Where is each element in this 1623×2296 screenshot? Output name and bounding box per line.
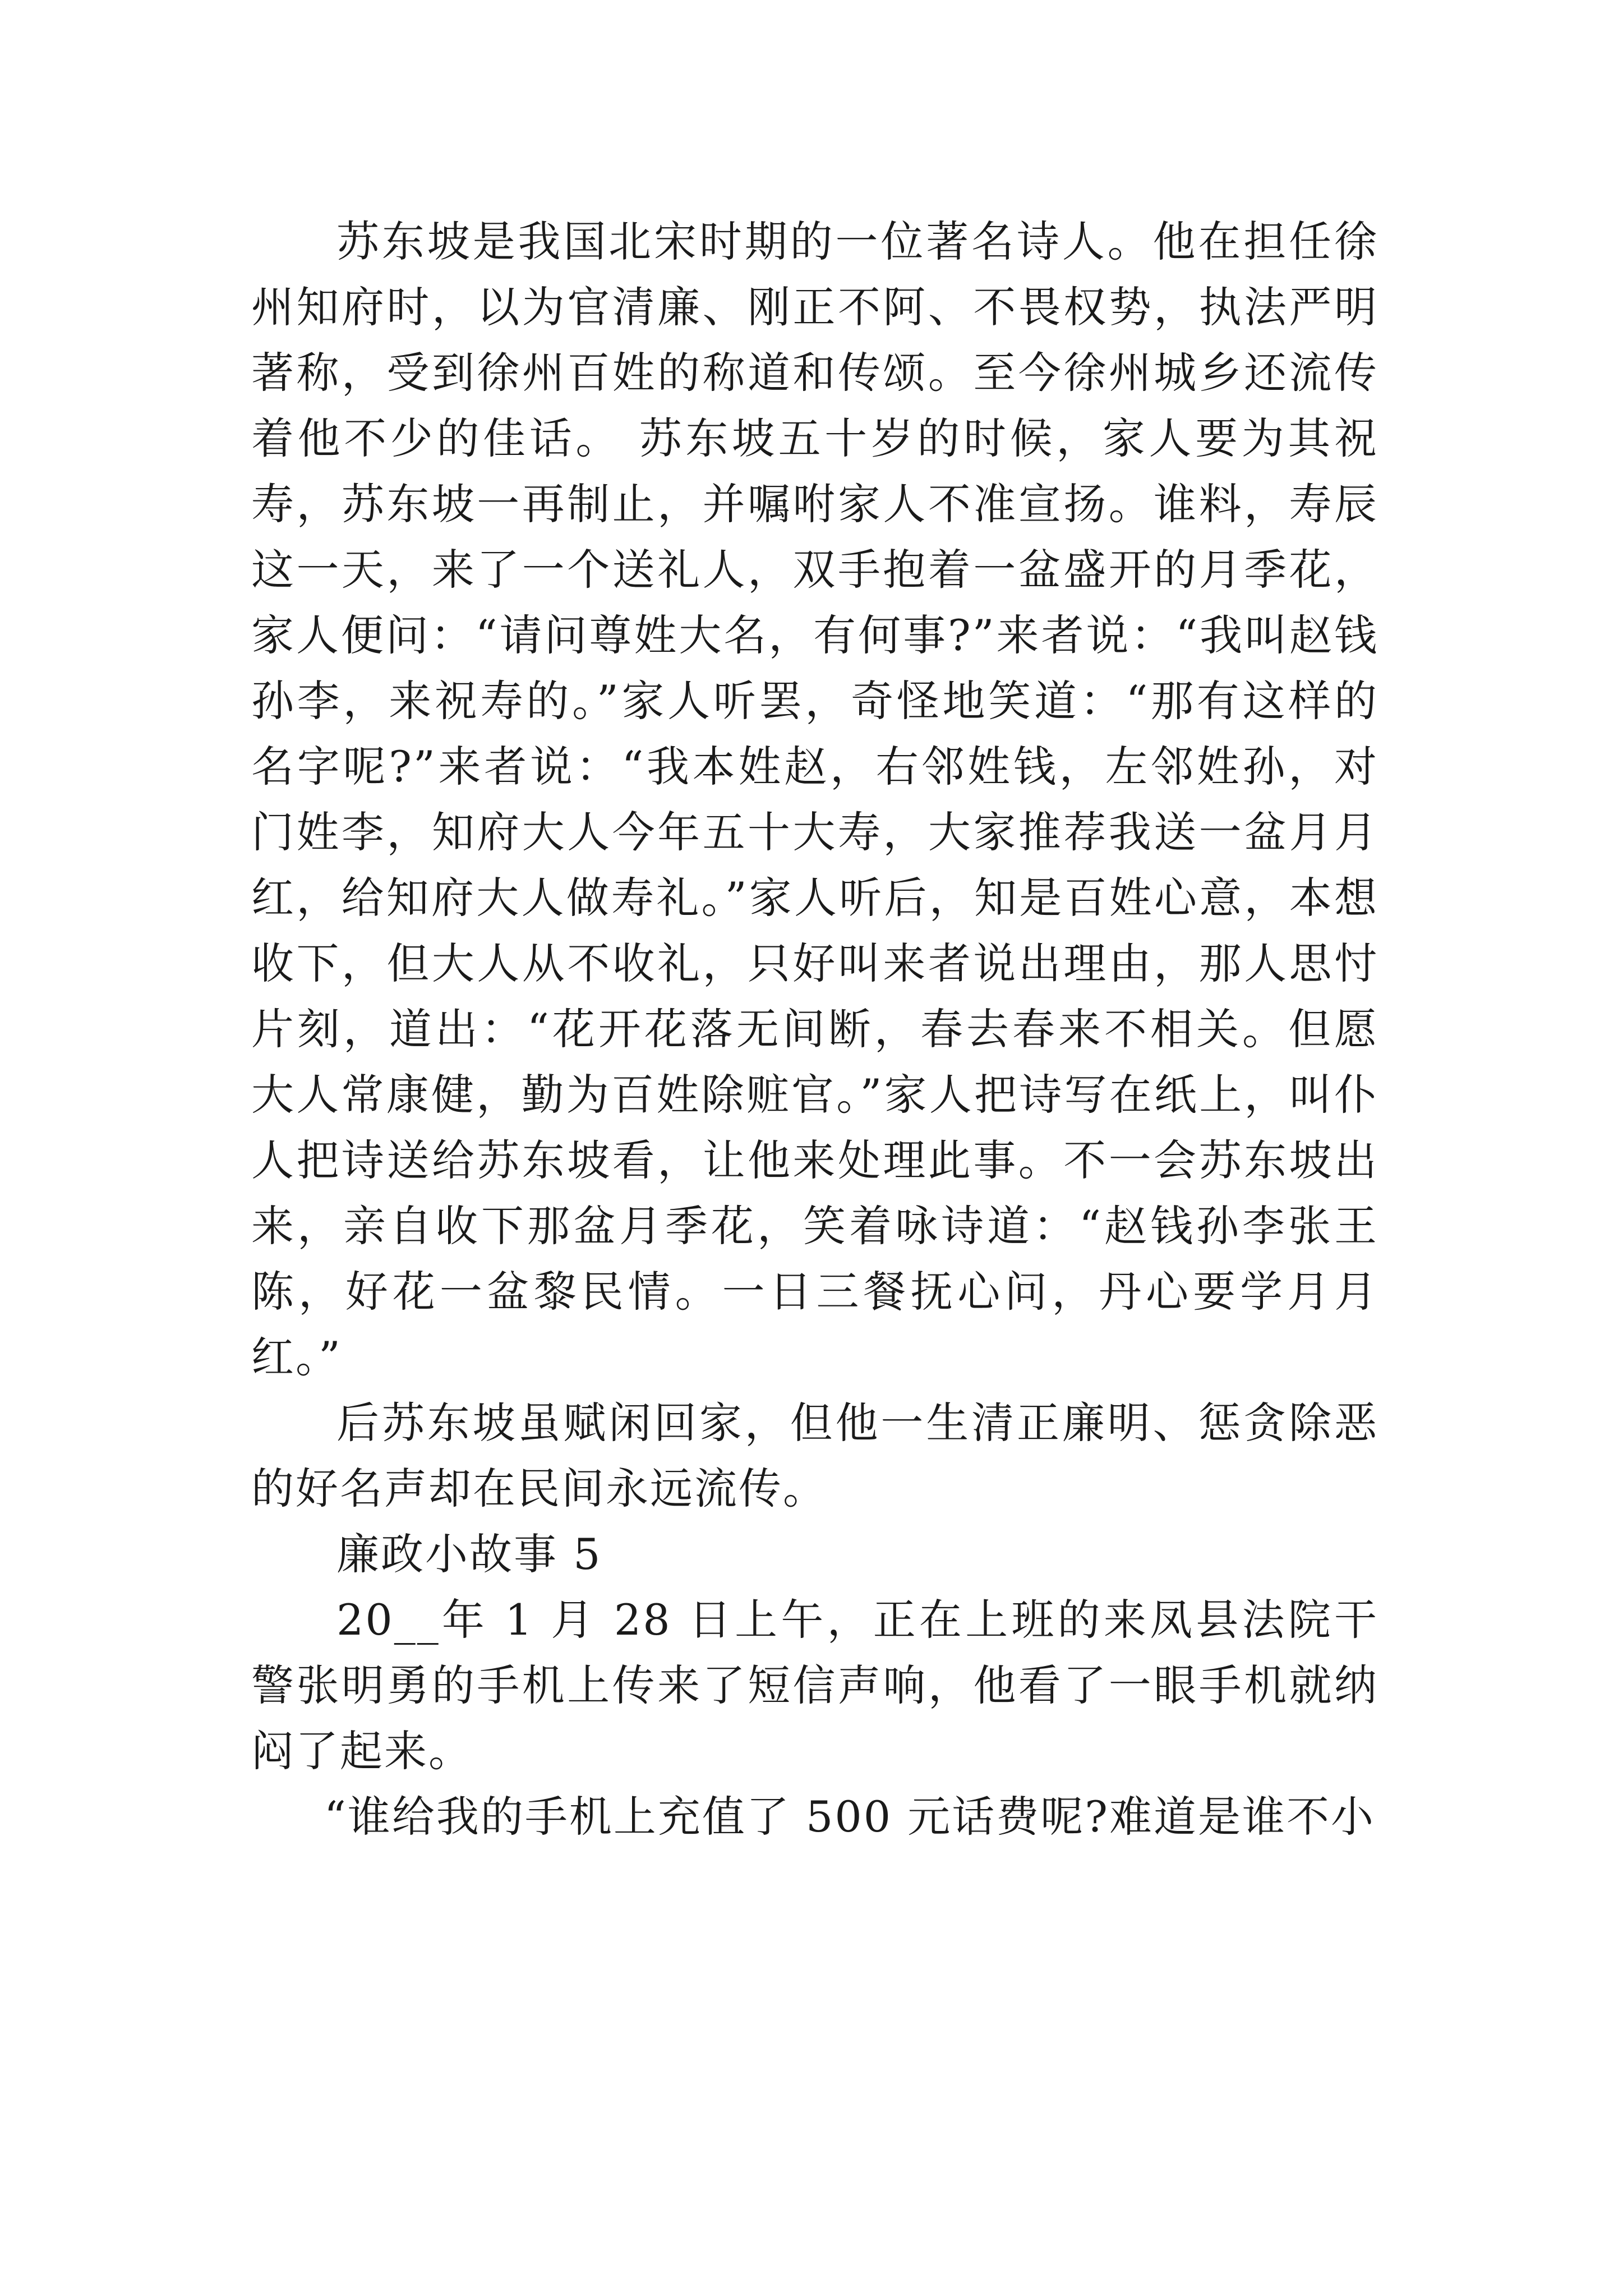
document-body [251,209,1378,1849]
story-paragraph-su-dongpo: 苏东坡是我国北宋时期的一位著名诗人。他在担任徐州知府时，以为官清廉、刚正不阿、不畏权势，执法严明著称，受到徐州百姓的称道和传颂。至今徐州城乡还流传着他不少的佳话。 苏东坡五十岁的时候，家人要为其祝寿，苏东坡一再制止，并嘱咐家人不准宣扬。谁料，寿辰这一天，来了一个送礼人，双手抱着一盆盛开的月季花，家人便问：“请问尊姓大名，有何事?”来者说：“我叫赵钱孙李，来祝寿的。”家人听罢，奇怪地笑道：“那有这样的名字呢?”来者说：“我本姓赵，右邻姓钱，左邻姓孙，对门姓李，知府大人今年五十大寿，大家推荐我送一盆月月红，给知府大人做寿礼。”家人听后，知是百姓心意，本想收下，但大人从不收礼，只好叫来者说出理由，那人思忖片刻，道出：“花开花落无间断，春去春来不相关。但愿大人常康健，勤为百姓除赃官。”家人把诗写在纸上，叫仆人把诗送给苏东坡看，让他来处理此事。不一会苏东坡出来，亲自收下那盆月季花，笑着咏诗道：“赵钱孙李张王陈，好花一盆黎民情。一日三餐抚心问，丹心要学月月红。” [251,217,1378,1382]
story-paragraph-quote: “谁给我的手机上充值了 500 元话费呢?难道是谁不小 [324,1792,1375,1842]
story-paragraph-conclusion: 后苏东坡虽赋闲回家，但他一生清正廉明、惩贪除恶的好名声却在民间永远流传。 [251,1398,1378,1513]
story-paragraph-court-officer: 20__年 1 月 28 日上午，正在上班的来凤县法院干警张明勇的手机上传来了短信声响，他看了一眼手机就纳闷了起来。 [251,1595,1378,1776]
section-heading: 廉政小故事 5 [336,1529,602,1579]
